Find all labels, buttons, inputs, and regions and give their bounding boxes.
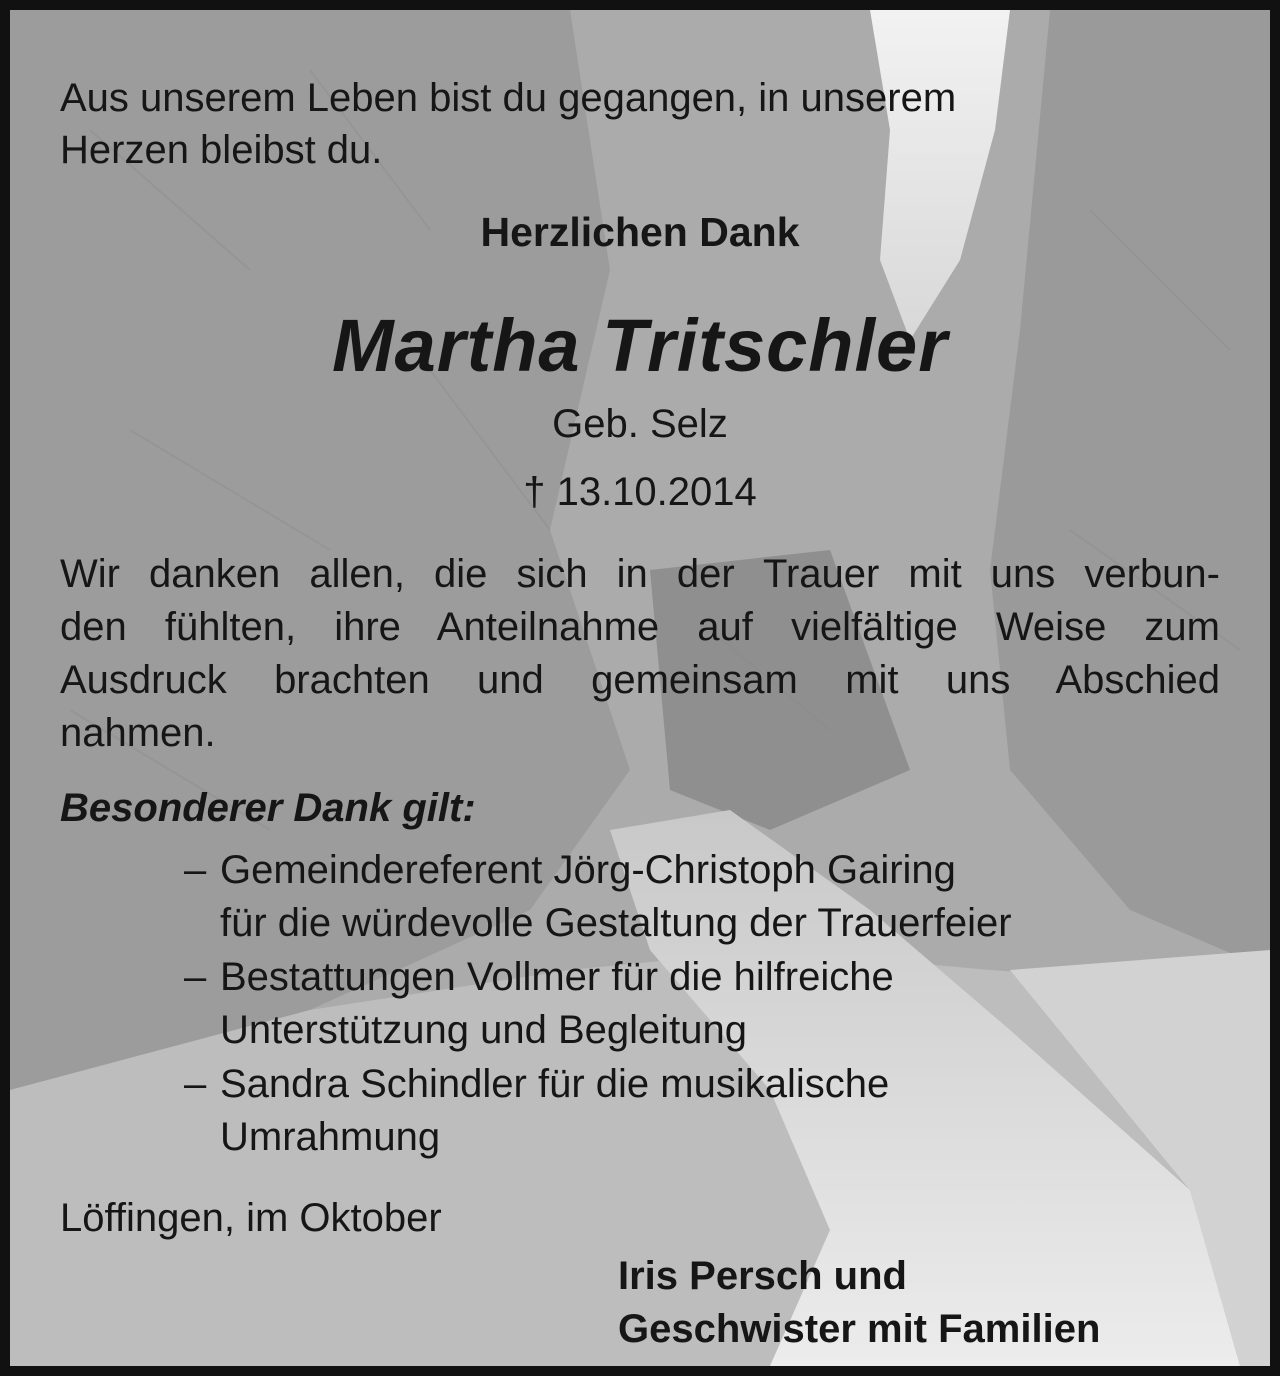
list-item-line: für die würdevolle Gestaltung der Trauerfeier	[220, 901, 1012, 945]
list-item-line: Unterstützung und Begleitung	[220, 1008, 748, 1052]
thanks-line: Ausdruck brachten und gemeinsam mit uns Abschied	[60, 658, 1220, 702]
birth-name: Geb. Selz	[552, 402, 728, 446]
list-item-line: Sandra Schindler für die musikalische	[220, 1062, 890, 1106]
heading: Herzlichen Dank	[480, 209, 800, 255]
special-thanks-heading: Besonderer Dank gilt:	[60, 786, 476, 830]
death-date: † 13.10.2014	[523, 470, 757, 514]
signature-line: Iris Persch und	[618, 1254, 907, 1298]
thanks-line: den fühlten, ihre Anteilnahme auf vielfältige Weise zum	[60, 605, 1220, 649]
list-dash: –	[184, 1062, 207, 1106]
thanks-line: nahmen.	[60, 711, 216, 755]
list-dash: –	[184, 848, 207, 892]
motto-line: Aus unserem Leben bist du gegangen, in unserem	[60, 76, 957, 120]
motto-line: Herzen bleibst du.	[60, 128, 383, 172]
list-dash: –	[184, 955, 207, 999]
list-item-line: Umrahmung	[220, 1115, 441, 1159]
thanks-line: Wir danken allen, die sich in der Trauer mit uns verbun-	[60, 552, 1220, 596]
list-item-line: Bestattungen Vollmer für die hilfreiche	[220, 955, 894, 999]
signature-line: Geschwister mit Familien	[618, 1307, 1101, 1351]
place-date: Löffingen, im Oktober	[60, 1196, 442, 1240]
list-item-line: Gemeindereferent Jörg-Christoph Gairing	[220, 848, 956, 892]
deceased-name: Martha Tritschler	[331, 304, 949, 387]
